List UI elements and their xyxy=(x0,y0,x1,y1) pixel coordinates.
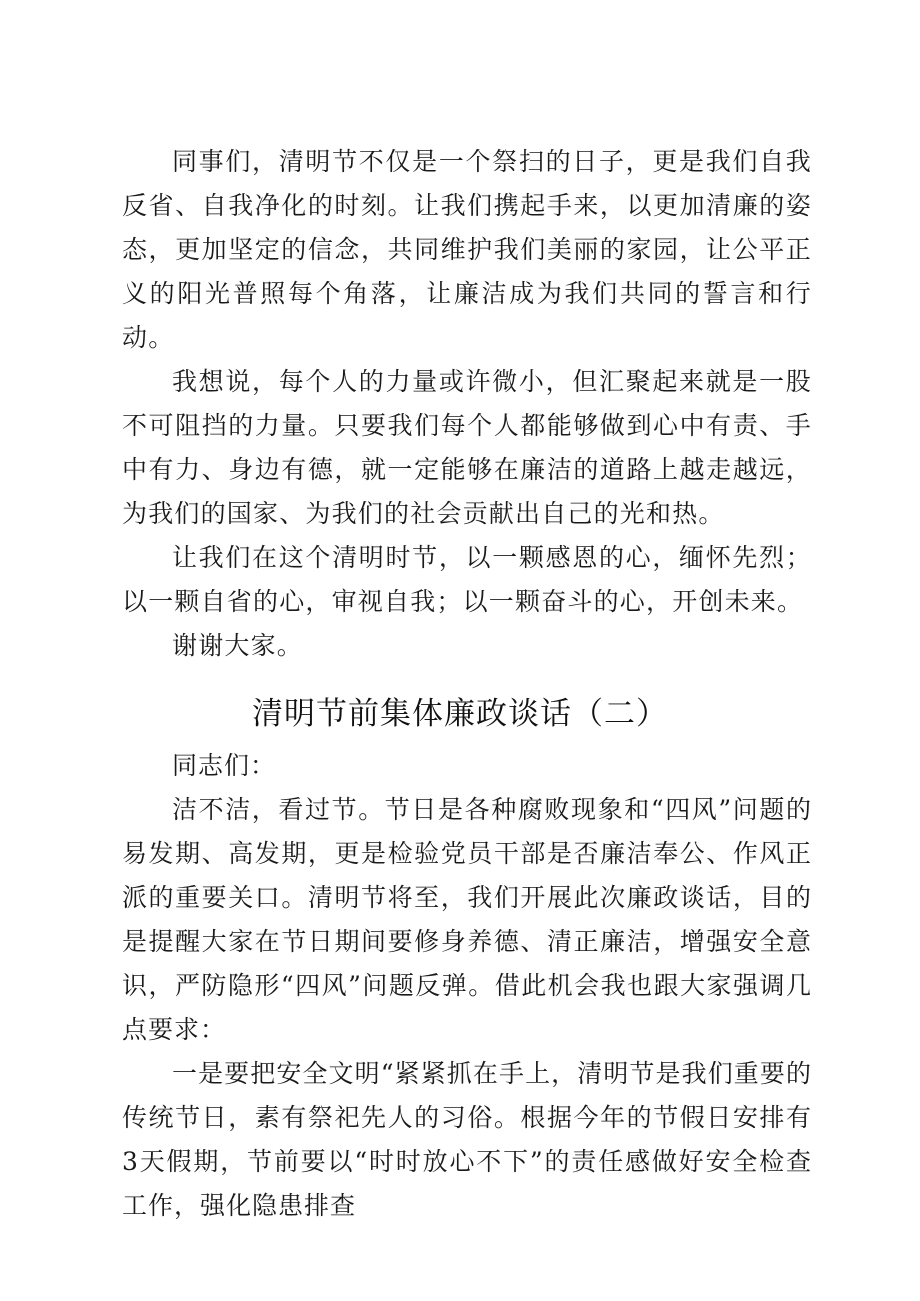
paragraph-qingming-resolve: 让我们在这个清明时节，以一颗感恩的心，缅怀先烈；以一颗自省的心，审视自我；以一颗奋斗的心，开创未来。 xyxy=(122,543,812,616)
paragraph-safety-requirement: 一是要把安全文明“紧紧抓在手上，清明节是我们重要的传统节日，素有祭祀先人的习俗。根据今年的节假日安排有3天假期，节前要以“时时放心不下”的责任感做好安全检查工作，强化隐患排查 xyxy=(122,1059,812,1220)
speech-ending-section xyxy=(122,140,812,668)
paragraph-thanks: 谢谢大家。 xyxy=(172,631,304,660)
paragraph-collective-strength: 我想说，每个人的力量或许微小，但汇聚起来就是一股不可阻挡的力量。只要我们每个人都能够做到心中有责、手中有力、身边有德，就一定能够在廉洁的道路上越走越远，为我们的国家、为我们的社会贡献出自己的光和热。 xyxy=(122,367,812,528)
integrity-talk-section xyxy=(122,744,812,1228)
section-title: 清明节前集体廉政谈话（二） xyxy=(252,696,668,732)
paragraph-holiday-warning: 洁不洁，看过节。节日是各种腐败现象和“四风”问题的易发期、高发期，更是检验党员干部是否廉洁奉公、作风正派的重要关口。清明节将至，我们开展此次廉政谈话，目的是提醒大家在节日期间要修身养德、清正廉洁，增强安全意识，严防隐形“四风”问题反弹。借此机会我也跟大家强调几点要求： xyxy=(122,795,812,1044)
paragraph-colleagues: 同事们，清明节不仅是一个祭扫的日子，更是我们自我反省、自我净化的时刻。让我们携起手来，以更加清廉的姿态，更加坚定的信念，共同维护我们美丽的家园，让公平正义的阳光普照每个角落，让廉洁成为我们共同的誓言和行动。 xyxy=(122,147,812,352)
greeting: 同志们： xyxy=(172,751,277,780)
